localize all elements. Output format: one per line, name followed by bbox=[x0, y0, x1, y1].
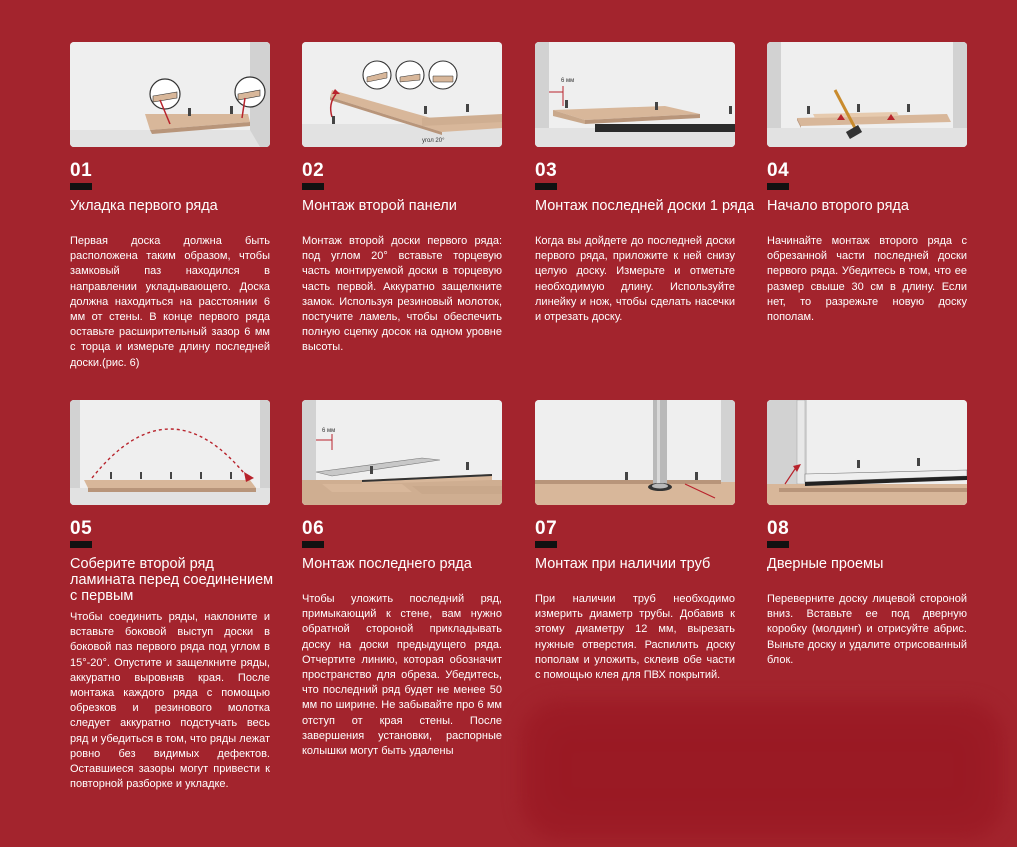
step-05-number-bar bbox=[70, 541, 92, 548]
step-07-number: 07 bbox=[535, 518, 558, 539]
step-08-illustration bbox=[767, 400, 967, 505]
step-04-number-bar bbox=[767, 183, 789, 190]
gap-label: 6 мм bbox=[561, 78, 575, 84]
step-04-title: Начало второго ряда bbox=[767, 198, 909, 214]
step-07-illustration bbox=[535, 400, 735, 505]
step-07-title: Монтаж при наличии труб bbox=[535, 556, 711, 572]
step-04-illustration bbox=[767, 42, 967, 147]
step-06-text: Чтобы уложить последний ряд, примыкающий к стене, вам нужно обратной стороной прикладывать доску на доски предыдущего ряда. Отчертите линию, которая обозначит пространство для обреза. Убедитесь, что последний ряд будет не менее 50 мм по ширине. Не забывайте про 6 мм отступ от края стены. После завершения установки, распорные колышки могут быть удалены bbox=[302, 593, 502, 758]
step-03-title: Монтаж последней доски 1 ряда bbox=[535, 198, 755, 214]
step-02-illustration bbox=[302, 42, 502, 147]
step-05-text: Чтобы соединить ряды, наклоните и вставьте боковой выступ доски в боковой паз первого ряда под углом в 15°-20°. Опустите и защелкните ряды, аккуратно выровняв края. После монтажа каждого ряда с помощью обрезков и резинового молотка следует аккуратно подстучать весь ряд и убедиться в том, что ряды лежат ровно без видимых дефектов. Оставшиеся зазоры могут привести к повторной разборке и укладке. bbox=[70, 611, 270, 791]
step-04-number: 04 bbox=[767, 160, 790, 181]
step-06-illustration bbox=[302, 400, 502, 505]
step-08-title: Дверные проемы bbox=[767, 556, 884, 572]
step-06-title: Монтаж последнего ряда bbox=[302, 556, 472, 572]
step-08-number: 08 bbox=[767, 518, 790, 539]
step-05-illustration bbox=[70, 400, 270, 505]
gap-label: 6 мм bbox=[322, 428, 336, 434]
step-05-number: 05 bbox=[70, 518, 93, 539]
step-06-number: 06 bbox=[302, 518, 325, 539]
step-03-illustration bbox=[535, 42, 735, 147]
step-02-number: 02 bbox=[302, 160, 325, 181]
step-07-number-bar bbox=[535, 541, 557, 548]
angle-label: угол 20° bbox=[422, 138, 445, 144]
step-08-text: Переверните доску лицевой стороной вниз. Вставьте ее под дверную коробку (молдинг) и отрисуйте абрис. Выньте доску и удалите отрисованный блок. bbox=[767, 593, 967, 666]
step-01-illustration bbox=[70, 42, 270, 147]
step-08-number-bar bbox=[767, 541, 789, 548]
step-02-title: Монтаж второй панели bbox=[302, 198, 457, 214]
step-03-text: Когда вы дойдете до последней доски первого ряда, приложите к ней снизу целую доску. Измерьте и отметьте необходимую длину. Используйте линейку и нож, чтобы сделать насечки и отрезать доску. bbox=[535, 235, 735, 324]
step-01-title: Укладка первого ряда bbox=[70, 198, 218, 214]
step-01-text: Первая доска должна быть расположена таким образом, чтобы замковый паз находился в направлении укладывающего. Доска должна находиться на расстоянии 6 мм от стены. В конце первого ряда оставьте расширительный зазор 6 мм с торца и измерьте длину последней доски.(рис. 6) bbox=[70, 235, 270, 369]
step-03-number: 03 bbox=[535, 160, 558, 181]
step-07-text: При наличии труб необходимо измерить диаметр трубы. Добавив к этому диаметру 12 мм, вырезать нужные отверстия. Распилить доску пополам и уложить, склеив обе части с помощью клея для ПВХ покрытий. bbox=[535, 593, 735, 682]
step-02-number-bar bbox=[302, 183, 324, 190]
blurred-region bbox=[520, 700, 1005, 840]
step-04-text: Начинайте монтаж второго ряда с обрезанной части последней доски первого ряда. Убедитесь в том, что ее размер свыше 30 см в длину. Если нет, то разрежьте новую доску пополам. bbox=[767, 235, 967, 324]
step-05-title: Соберите второй ряд ламината перед соединением с первым bbox=[70, 556, 274, 604]
step-02-text: Монтаж второй доски первого ряда: под углом 20° вставьте торцевую часть монтируемой доски в торцевую часть первой. Аккуратно защелкните замок. Используя резиновый молоток, постучите ламель, чтобы обеспечить полную сцепку досок на одном уровне высоты. bbox=[302, 235, 502, 354]
step-06-number-bar bbox=[302, 541, 324, 548]
step-03-number-bar bbox=[535, 183, 557, 190]
step-01-number: 01 bbox=[70, 160, 93, 181]
step-01-number-bar bbox=[70, 183, 92, 190]
